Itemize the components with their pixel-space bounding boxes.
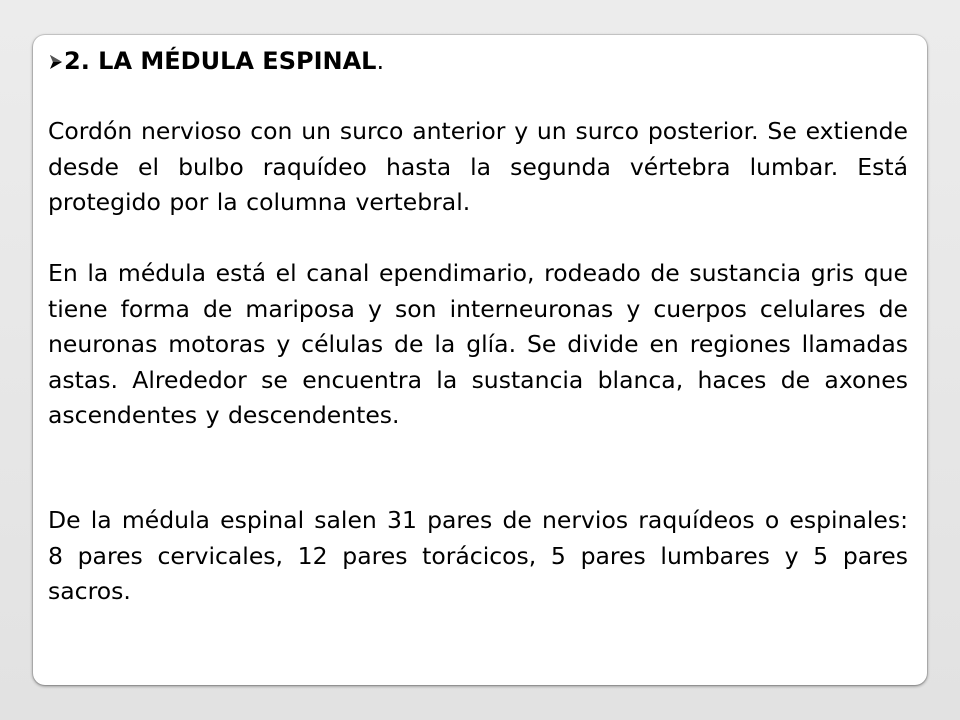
paragraph-ependymal-canal: En la médula está el canal ependimario, rodeado de sustancia gris que tiene forma de mariposa y son interneuronas y cuerpos celulares de neuronas motoras y células de la glía. Se divide en regiones llamadas astas. Alrededor se encuentra la sustancia blanca, haces de axones ascendentes y descendentes. — [48, 259, 908, 429]
arrow-bullet-icon — [48, 54, 64, 70]
title-text: 2. LA MÉDULA ESPINAL — [64, 47, 377, 75]
slide-title — [48, 46, 384, 76]
paragraph-description: Cordón nervioso con un surco anterior y un surco posterior. Se extiende desde el bulbo raquídeo hasta la segunda vértebra lumbar. Está protegido por la columna vertebral. — [48, 117, 908, 216]
paragraph-spinal-nerves: De la médula espinal salen 31 pares de nervios raquídeos o espinales: 8 pares cervicales, 12 pares torácicos, 5 pares lumbares y 5 pares sacros. — [48, 506, 908, 605]
title-period: . — [376, 47, 385, 75]
